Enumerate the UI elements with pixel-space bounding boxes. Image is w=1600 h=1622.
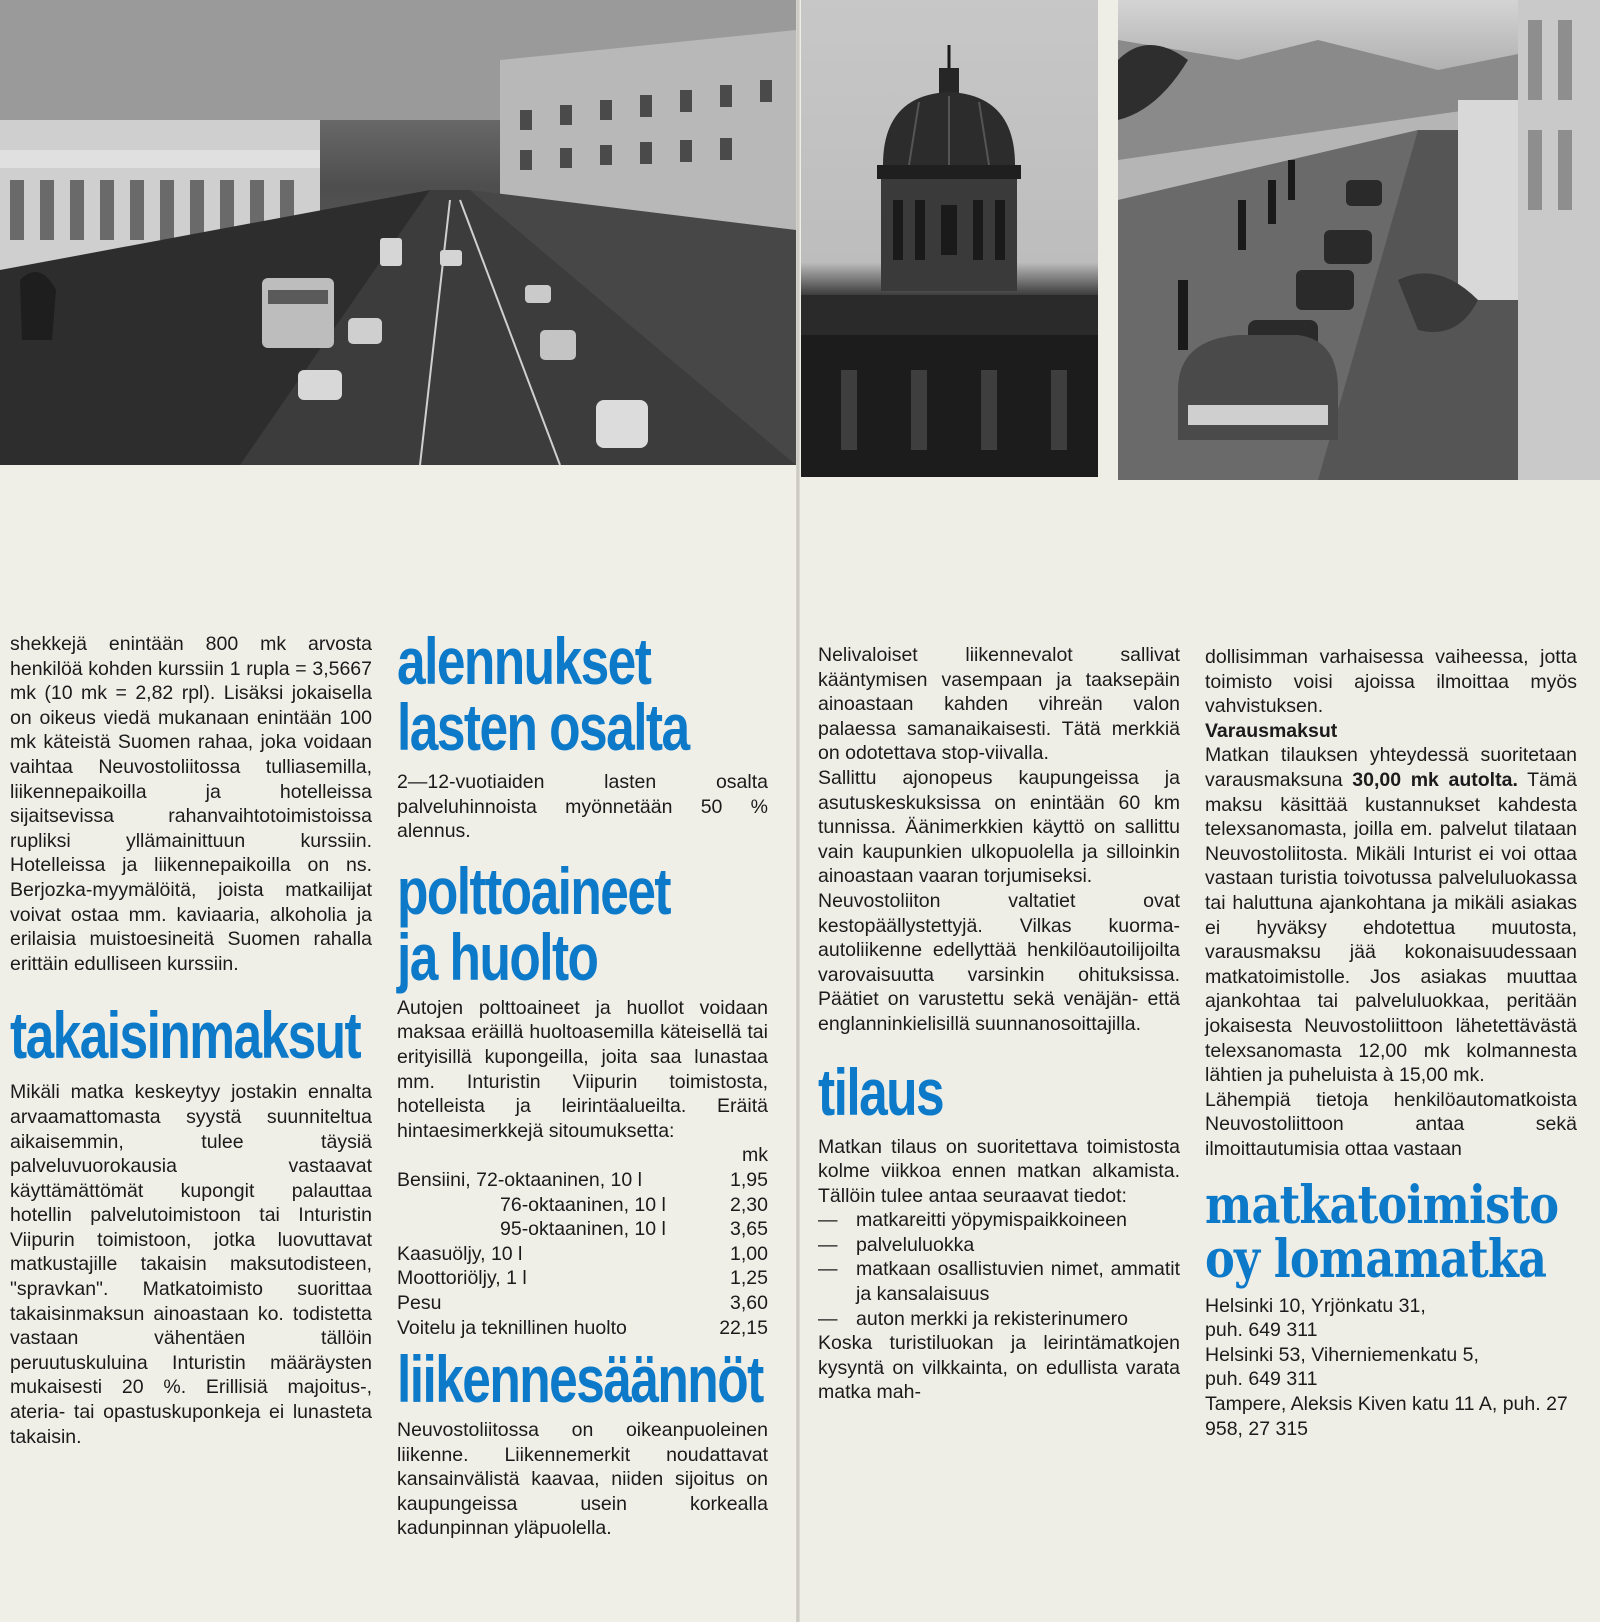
speed-paragraph: Sallittu ajonopeus kaupungeissa ja asutuskeskuksissa on enintään 60 km tunnissa. Äänimerkkien käyttö on sallittu vain kaupunkien ulkopuolella ja silloinkin ainoastaan vaaran torjumiseksi. — [818, 766, 1180, 888]
order-info-list — [818, 1208, 1180, 1331]
contact-line: Tampere, Aleksis Kiven katu 11 A, puh. 27 958, 27 315 — [1205, 1392, 1568, 1440]
price-table — [397, 1168, 768, 1340]
refund-paragraph: Mikäli matka keskeytyy jostakin ennalta arvaamattomasta syystä suunniteltua aikaisemmin, tulee täysiä palveluvuorokausia vastaavat käyttämättömät kupongit palauttaa hotellin palvelutoimistoon tai Inturistin Viipurin toimistoon, jotka luovuttavat matkustajille takaisin maksutodisteen, "spravkan". Matkatoimisto suorittaa takaisinmaksun ainoastaan ko. todistetta vastaan vähentäen tällöin peruutuskuluina Inturistin määräysten mukaisesti 20 %. Erillisiä majoitus-, ateria- tai opastuskuponkeja ei lunasteta takaisin. — [10, 1081, 372, 1448]
heading-liikennesaannot: liikennesäännöt — [397, 1342, 763, 1417]
price-row — [397, 1242, 768, 1267]
price-value: 2,30 — [730, 1193, 768, 1216]
heading-ja-huolto: ja huolto — [397, 919, 598, 994]
contact-line: Helsinki 10, Yrjönkatu 31, — [1205, 1294, 1426, 1317]
price-value: 3,60 — [730, 1291, 768, 1314]
list-item: — matkaan osallistuvien nimet, ammatit ja kansalaisuus — [818, 1257, 1180, 1306]
order-paragraph: Matkan tilaus on suoritettava toimistosta kolme viikkoa ennen matkan alkamista. Tällöin tulee antaa seuraavat tiedot: — [818, 1135, 1180, 1207]
dome-photo — [801, 0, 1098, 477]
contact-block — [1205, 1294, 1577, 1442]
heading-tilaus: tilaus — [818, 1054, 944, 1129]
price-value: 1,00 — [730, 1242, 768, 1265]
subhead-varausmaksut: Varausmaksut — [1205, 719, 1338, 742]
street-photo — [0, 0, 796, 465]
column-2 — [397, 624, 768, 1541]
price-row — [397, 1168, 768, 1193]
list-item: — auton merkki ja rekisterinumero — [818, 1307, 1180, 1332]
traffic-paragraph: Neuvostoliitossa on oikeanpuoleinen liikenne. Liikennemerkit noudattavat kansainvälistä kaavaa, niiden sijoitus on kaupungeissa usein korkealla kadunpinnan yläpuolella. — [397, 1419, 768, 1540]
price-value: 22,15 — [719, 1316, 768, 1339]
traffic-lights-paragraph: Nelivaloiset liikennevalot sallivat kääntymisen vasempaan ja taaksepäin ainoastaan kahden vihreän valon palaessa samanaikaisesti. Tätä merkkiä on odotettava stop-viivalla. — [818, 644, 1180, 765]
discount-paragraph: 2—12-vuotiaiden lasten osalta palveluhinnoista myönnetään 50 % alennus. — [397, 771, 768, 843]
price-row — [397, 1266, 768, 1291]
currency-paragraph: shekkejä enintään 800 mk arvosta henkilöä kohden kurssiin 1 rupla = 3,5667 mk (10 mk = 2,82 rpl). Lisäksi jokaisella on oikeus viedä mukanaan enintään 100 mk käteistä Suomen rahaa, joka voidaan vaihtaa Neuvostoliitossa tulliasemilla, liikennepaikoilla ja hotelleissa sijaitsevissa rahanvaihtotoimistoissa rupliksi yllämainittuun kurssiin. Hotelleissa ja liikennepaikoilla on ns. Berjozka-myymälöitä, joista matkailijat voivat ostaa mm. kaviaaria, alkoholia ja erilaisia muistoesineitä Suomen rahalla erittäin edulliseen kurssiin. — [10, 633, 372, 975]
fee-text-end: Tämä maksu käsittää kustannukset kahdesta telexsanomasta, joilla em. palvelut tilataan Neuvostoliitosta. Mikäli Inturist ei voi ottaa vastaan turistia toivotussa palveluluokassa tai haluttuna ajankohtana ja mikäli asiakas ei hyväksy ehdotettua muutosta, varausmaksu jää kokonaisuudessaan matkatoimistolle. Jos asiakas muuttaa ajankohtaa tai palveluluokkaa, peritään jokaisesta Neuvostoliittoon lähetettävästä telexsanomasta 12,00 mk kolmannesta lähtien ja puheluista à 15,00 mk. — [1205, 768, 1577, 1087]
column-4 — [1205, 645, 1577, 1441]
price-row — [397, 1217, 768, 1242]
list-item: — matkareitti yöpymispaikkoineen — [818, 1208, 1180, 1233]
promenade-photo — [1118, 0, 1600, 480]
more-info-paragraph: Lähempiä tietoja henkilöautomatkoista Neuvostoliittoon antaa sekä ilmoittautumisia ottaa vastaan — [1205, 1088, 1577, 1160]
fee-text-start: Matkan tilauksen yhteydessä suoritetaan varausmaksuna — [1205, 744, 1577, 791]
fee-amount: 30,00 mk autolta. — [1352, 768, 1518, 791]
confirmation-paragraph: dollisimman varhaisessa vaiheessa, jotta toimisto voisi ajoissa ilmoittaa myös vahvistuksen. — [1205, 646, 1577, 718]
price-label: 95-oktaaninen, 10 l — [500, 1218, 666, 1241]
price-value: 3,65 — [730, 1218, 768, 1241]
price-row — [397, 1316, 768, 1341]
price-label: Kaasuöljy, 10 l — [397, 1242, 523, 1265]
column-1 — [10, 632, 372, 1449]
booking-paragraph: Koska turistiluokan ja leirintämatkojen kysyntä on vilkkainta, on edullista varata matka mah- — [818, 1332, 1180, 1404]
column-3 — [818, 643, 1180, 1405]
price-label: Pesu — [397, 1291, 442, 1314]
price-label: Voitelu ja teknillinen huolto — [397, 1316, 627, 1339]
contact-line: Helsinki 53, Viherniemenkatu 5, — [1205, 1343, 1479, 1366]
price-row — [397, 1193, 768, 1218]
heading-lasten-osalta: lasten osalta — [397, 690, 689, 764]
company-name-line-2: oy lomamatka — [1205, 1228, 1547, 1290]
price-value: 1,95 — [730, 1168, 768, 1191]
dome-photo-illustration — [801, 0, 1098, 477]
heading-takaisinmaksut: takaisinmaksut — [10, 998, 361, 1073]
price-unit-label: mk — [742, 1144, 768, 1167]
fuel-paragraph: Autojen polttoaineet ja huollot voidaan maksaa eräillä huoltoasemilla käteisellä tai erityisillä kupongeilla, joita saa lunastaa mm. Inturistin Viipurin toimistosta, hotelleista ja leirintäalueilta. Eräitä hintaesimerkkejä sitoumuksetta: — [397, 996, 768, 1142]
company-name-line-1: matkatoimisto — [1205, 1175, 1559, 1237]
reservation-fee-paragraph — [1205, 743, 1577, 1087]
price-value: 1,25 — [730, 1267, 768, 1290]
page-fold — [796, 0, 800, 1622]
price-row — [397, 1291, 768, 1316]
contact-line: puh. 649 311 — [1205, 1368, 1318, 1391]
list-item: — palveluluokka — [818, 1233, 1180, 1258]
price-label: Bensiini, 72-oktaaninen, 10 l — [397, 1168, 642, 1191]
price-label: Moottoriöljy, 1 l — [397, 1267, 527, 1290]
contact-line: puh. 649 311 — [1205, 1319, 1318, 1342]
promenade-photo-illustration — [1118, 0, 1600, 480]
heading-alennukset: alennukset — [397, 624, 651, 698]
price-label: 76-oktaaninen, 10 l — [500, 1193, 666, 1216]
highways-paragraph: Neuvostoliiton valtatiet ovat kestopäällystettyjä. Vilkas kuorma-autoliikenne edellyttää henkilöautoilijoilta varovaisuutta varsinkin ohituksissa. Päätiet on varustettu sekä venäjän- että englanninkielisillä suunnanosoittajilla. — [818, 889, 1180, 1035]
heading-polttoaineet: polttoaineet — [397, 853, 670, 928]
street-photo-illustration — [0, 0, 796, 465]
